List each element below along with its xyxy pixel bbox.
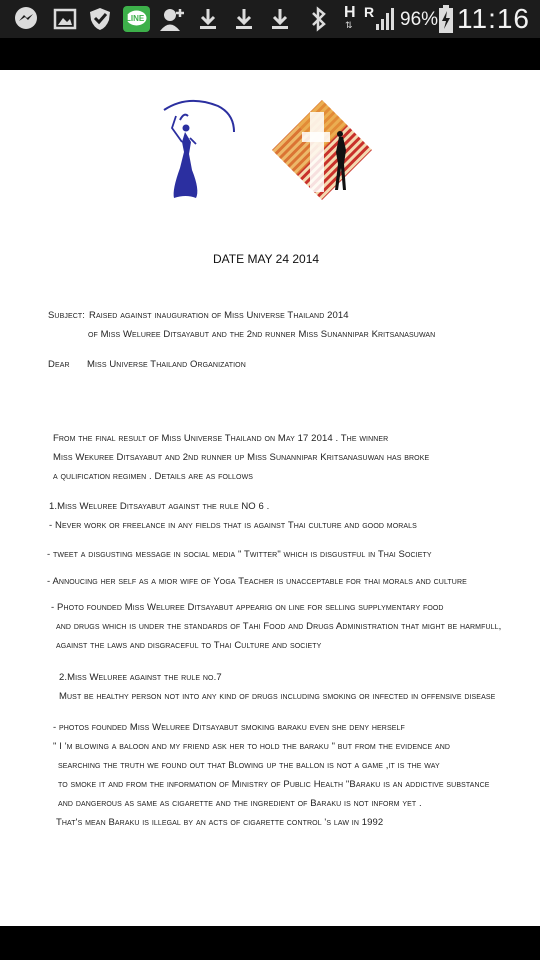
document-image — [0, 70, 540, 926]
subject-label: Subject: — [48, 310, 85, 321]
top-divider — [0, 38, 540, 70]
messenger-icon — [12, 6, 40, 32]
baraku-line: - photos founded Miss Weluree Ditsayabut smoking baraku even she deny herself — [53, 722, 405, 733]
rule7-title: 2.Miss Weluree against the rule no.7 — [59, 672, 222, 683]
pageant-diamond-logo-icon — [270, 98, 374, 202]
intro-line: Miss Wekuree Ditsayabut and 2nd runner up Miss Sunannipar Kritsanasuwan has broke — [53, 452, 430, 463]
letter-date: DATE MAY 24 2014 — [213, 252, 320, 266]
gallery-icon — [52, 6, 78, 32]
download-icon — [268, 6, 292, 32]
miss-universe-logo-icon — [158, 98, 240, 206]
photo-item-line: and drugs which is under the standards of Tahi Food and Drugs Administration that might be harmfull, — [56, 621, 502, 632]
photo-item-line: against the laws and disgraceful to Thai Culture and society — [56, 640, 322, 651]
add-contact-icon — [158, 6, 186, 32]
clock: 11:16 — [457, 3, 530, 34]
rule7-text: Must be healthy person not into any kind of drugs including smoking or infected in offensive disease — [59, 691, 496, 702]
subject-line-2: of Miss Weluree Ditsayabut and the 2nd runner Miss Sunannipar Kritsanasuwan — [88, 329, 436, 340]
dear-label: Dear — [48, 359, 70, 370]
baraku-line: to smoke it and from the information of Ministry of Public Health "Baraku is an addictive substance — [58, 779, 490, 790]
download-icon — [232, 6, 256, 32]
hspa-arrows-icon: ⇅ — [345, 20, 353, 30]
roaming-signal-icon — [368, 6, 394, 32]
roaming-indicator: R — [364, 4, 375, 20]
photo-item-line: - Photo founded Miss Weluree Ditsayabut appearig on line for selling supplymentary food — [51, 602, 444, 613]
line-app-icon — [122, 6, 150, 32]
bluetooth-icon — [308, 6, 330, 32]
rule6-item: - Annoucing her self as a mior wife of Yoga Teacher is unacceptable for thai morals and culture — [47, 576, 467, 587]
status-bar — [0, 0, 540, 38]
baraku-line: That's mean Baraku is illegal by an acts of cigarette control 's law in 1992 — [56, 817, 384, 828]
rule6-item: - Never work or freelance in any fields that is against Thai culture and good morals — [49, 520, 417, 531]
dear-recipient: Miss Universe Thailand Organization — [87, 359, 246, 370]
battery-percent: 96% — [400, 9, 439, 30]
shield-icon — [86, 6, 114, 32]
hspa-indicator: H — [344, 4, 356, 21]
intro-line: a qulification regimen . Details are as follows — [53, 471, 254, 482]
rule6-item: - tweet a disgusting message in social media " Twitter" which is disgustful in Thai Society — [47, 549, 432, 560]
baraku-line: searching the truth we found out that Blowing up the ballon is not a game ,it is the way — [58, 760, 440, 771]
bottom-bar — [0, 926, 540, 960]
baraku-line: " I 'm blowing a baloon and my friend ask her to hold the baraku " but from the evidence and — [53, 741, 451, 752]
download-icon — [196, 6, 220, 32]
rule6-title: 1.Miss Weluree Ditsayabut against the rule NO 6 . — [49, 501, 270, 512]
intro-line: From the final result of Miss Universe Thailand on May 17 2014 . The winner — [53, 433, 389, 444]
battery-charging-icon — [436, 6, 456, 32]
subject-line-1: Raised against inauguration of Miss Universe Thailand 2014 — [89, 310, 349, 321]
baraku-line: and dangerous as same as cigarette and the ingredient of Baraku is not inform yet . — [58, 798, 422, 809]
line-app-label: LINE — [126, 14, 145, 23]
